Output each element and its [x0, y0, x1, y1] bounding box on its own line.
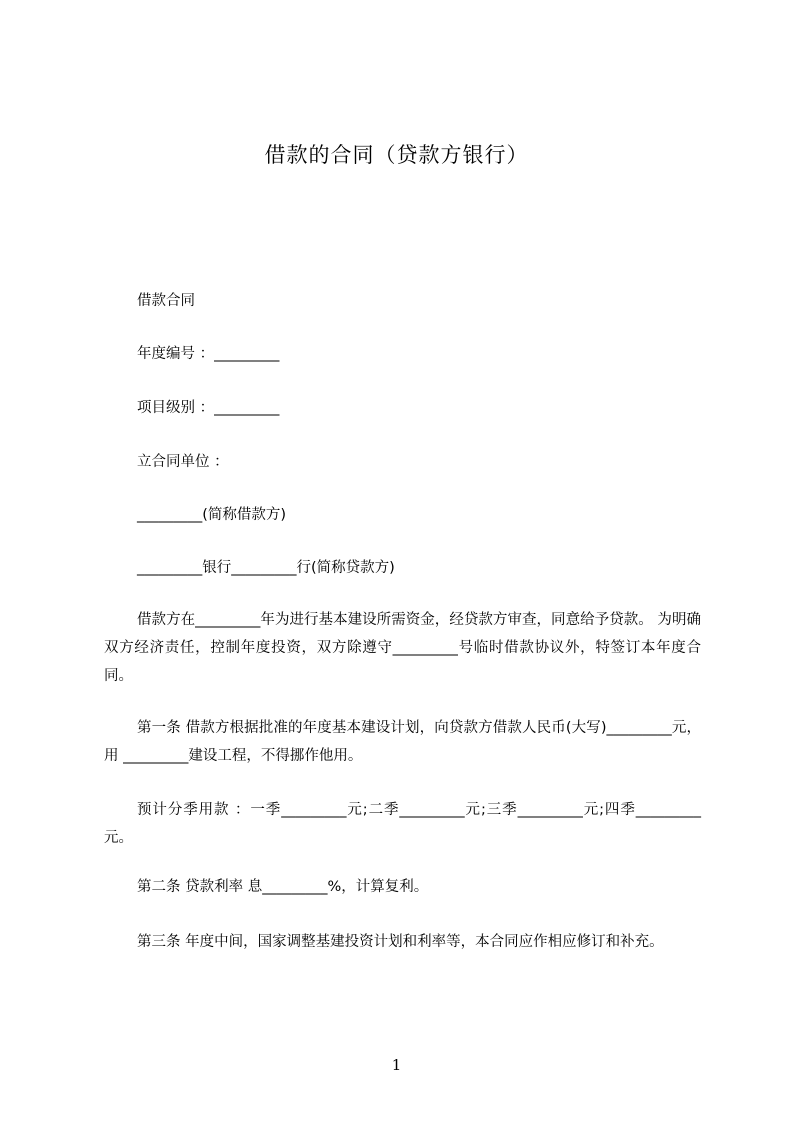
article-3-paragraph: 第三条 年度中间，国家调整基建投资计划和利率等，本合同应作相应修订和补充。 — [137, 934, 664, 950]
year-number-field: 年度编号 ：_________ — [137, 346, 280, 362]
intro-paragraph: 借款方在_________年为进行基本建设所需资金，经贷款方审查，同意给予贷款。 为明确双方经济责任，控制年度投资，双方除遵守_________号临时借款协议外，特签订本年度合同。 — [104, 612, 701, 684]
quarterly-usage-paragraph: 预计分季用款 ：一季_________元;二季_________元;三季_________元;四季_________元。 — [104, 802, 701, 846]
contract-heading: 借款合同 — [137, 293, 195, 309]
article-1-paragraph: 第一条 借款方根据批准的年度基本建设计划，向贷款方借款人民币(大写)_________元，用 _________建设工程，不得挪作他用。 — [104, 720, 701, 764]
parties-label: 立合同单位 ： — [137, 454, 229, 470]
lender-line: _________银行_________行(简称贷款方) — [137, 560, 395, 576]
article-2-paragraph: 第二条 贷款利率 息_________%，计算复利。 — [137, 879, 429, 895]
project-level-field: 项目级别 ：_________ — [137, 400, 280, 416]
borrower-line: _________(简称借款方) — [137, 507, 287, 523]
document-title: 借款的合同（贷款方银行） — [264, 143, 529, 167]
page-number: 1 — [391, 1056, 402, 1074]
